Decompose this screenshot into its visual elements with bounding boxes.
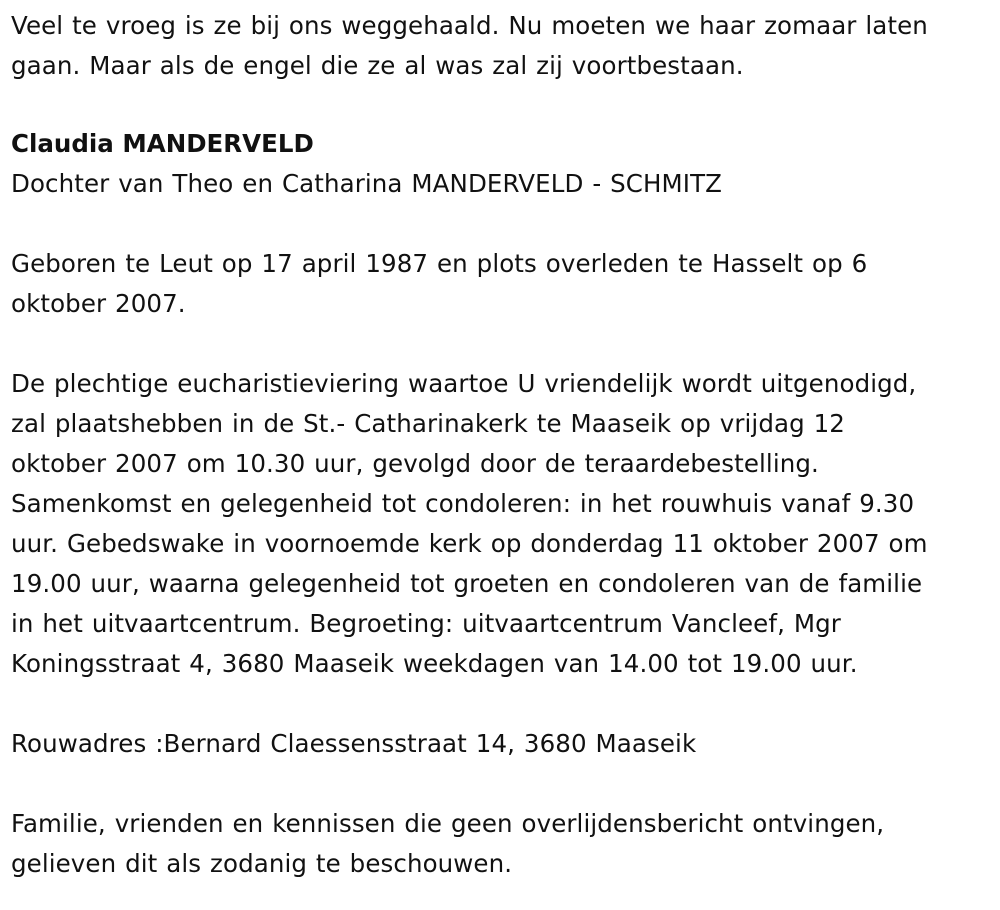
spacer xyxy=(11,764,990,804)
spacer xyxy=(11,204,990,244)
ceremony-paragraph: De plechtige eucharistieviering waartoe U vriendelijk wordt uitgenodigd, zal plaatshebben in de St.- Catharinakerk te Maaseik op vrijdag 12 oktober 2007 om 10.30 uur, gevolgd door de teraardebestelling. Samenkomst en gelegenheid tot condoleren: in het rouwhuis vanaf 9.30 uur. Gebedswake in voornoemde kerk op donderdag 11 oktober 2007 om 19.00 uur, waarna gelegenheid tot groeten en condoleren van de familie in het uitvaartcentrum. Begroeting: uitvaartcentrum Vancleef, Mgr Koningsstraat 4, 3680 Maaseik weekdagen van 14.00 tot 19.00 uur. xyxy=(11,369,928,678)
spacer xyxy=(11,684,990,724)
closing-paragraph: Familie, vrienden en kennissen die geen overlijdensbericht ontvingen, gelieven dit als zodanig te beschouwen. xyxy=(11,809,885,878)
spacer xyxy=(11,86,990,124)
mourning-address: Rouwadres :Bernard Claessensstraat 14, 3680 Maaseik xyxy=(11,729,697,758)
birth-death-paragraph: Geboren te Leut op 17 april 1987 en plots overleden te Hasselt op 6 oktober 2007. xyxy=(11,249,868,318)
intro-paragraph: Veel te vroeg is ze bij ons weggehaald. Nu moeten we haar zomaar laten gaan. Maar als de engel die ze al was zal zij voortbestaan. xyxy=(11,11,928,80)
parents-line: Dochter van Theo en Catharina MANDERVELD - SCHMITZ xyxy=(11,169,723,198)
deceased-name: Claudia MANDERVELD xyxy=(11,129,314,158)
spacer xyxy=(11,324,990,364)
